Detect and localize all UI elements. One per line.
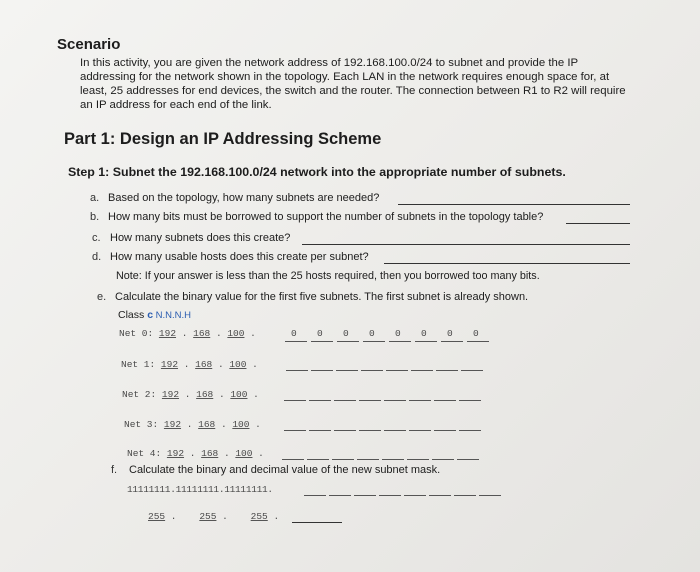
net2-row: Net 2: 192 . 168 . 100 . [122,389,259,400]
scenario-heading: Scenario [57,36,121,53]
bit-blank[interactable] [307,459,329,460]
bit-underline [311,341,333,342]
net-octet: 168 [195,359,213,370]
class-line [118,309,191,321]
step1-heading: Step 1: Subnet the 192.168.100.0/24 network into the appropriate number of subnets. [68,165,566,179]
question-letter: f. [111,464,118,476]
mask-octet: 255 [250,511,268,522]
bit-underline [389,341,411,342]
bit-blank[interactable] [309,430,331,431]
bit-blank[interactable] [334,400,356,401]
bit-blank[interactable] [282,459,304,460]
net-octet: 168 [193,328,211,339]
bit-blank[interactable] [384,400,406,401]
net-label: Net 2: [122,389,157,400]
bit-blank[interactable] [334,430,356,431]
bit-blank[interactable] [311,370,333,371]
bit-blank[interactable] [379,495,401,496]
question-text: How many usable hosts does this create per subnet? [110,251,369,263]
mask-binary: 11111111.11111111.11111111. [127,484,273,495]
question-text: Calculate the binary value for the first five subnets. The first subnet is already shown. [115,291,529,303]
part1-heading: Part 1: Design an IP Addressing Scheme [64,130,382,148]
bit-blank[interactable] [336,370,358,371]
net-label: Net 1: [121,359,156,370]
question-text: How many bits must be borrowed to support the number of subnets in the topology table? [108,211,544,223]
bit-blank[interactable] [329,495,351,496]
net-octet: 168 [196,389,214,400]
question-c [92,232,290,244]
net-label: Net 4: [127,448,162,459]
net0-bit: 0 [395,328,401,339]
net-octet: 168 [201,448,219,459]
net-octet: 100 [235,448,253,459]
bit-blank[interactable] [286,370,308,371]
net-octet: 192 [161,389,180,400]
net-octet: 192 [160,359,179,370]
bit-blank[interactable] [411,370,433,371]
bit-blank[interactable] [429,495,451,496]
handwritten-class: c [147,309,154,321]
bit-blank[interactable] [409,400,431,401]
mask-octet: 255 [199,511,217,522]
bit-blank[interactable] [459,430,481,431]
question-d [92,251,369,263]
bit-blank[interactable] [357,459,379,460]
net-octet: 192 [158,328,177,339]
question-letter: d. [92,251,102,263]
net0-bit: 0 [317,328,323,339]
net0-row: Net 0: 192 . 168 . 100 . [119,328,256,339]
bit-blank[interactable] [479,495,501,496]
note-text: Note: If your answer is less than the 25 hosts required, then you borrowed too many bits. [116,270,540,282]
answer-blank-a[interactable] [398,204,630,205]
bit-blank[interactable] [454,495,476,496]
net-octet: 100 [227,328,245,339]
answer-blank-d[interactable] [384,263,630,264]
bit-blank[interactable] [304,495,326,496]
question-b [90,211,543,223]
net0-bit: 0 [291,328,297,339]
question-text: Calculate the binary and decimal value of the new subnet mask. [129,464,441,476]
bit-blank[interactable] [407,459,429,460]
net0-bit: 0 [343,328,349,339]
bit-underline [467,341,489,342]
net0-bit: 0 [447,328,453,339]
bit-underline [337,341,359,342]
bit-underline [441,341,463,342]
answer-blank-c[interactable] [302,244,630,245]
bit-blank[interactable] [436,370,458,371]
bit-underline [363,341,385,342]
bit-blank[interactable] [382,459,404,460]
net4-row: Net 4: 192 . 168 . 100 . [127,448,264,459]
question-f [111,464,440,476]
net0-bit: 0 [473,328,479,339]
bit-blank[interactable] [284,400,306,401]
bit-blank[interactable] [409,430,431,431]
net-label: Net 0: [119,328,154,339]
net-octet: 192 [166,448,185,459]
net-octet: 100 [229,359,247,370]
mask-decimal-row: 255 . 255 . 255 . [148,511,280,522]
question-e [97,291,528,303]
question-letter: c. [92,232,101,244]
bit-blank[interactable] [432,459,454,460]
net-octet: 168 [198,419,216,430]
bit-blank[interactable] [332,459,354,460]
answer-blank-b[interactable] [566,223,630,224]
mask-last-octet-blank[interactable] [292,522,342,523]
bit-underline [285,341,307,342]
bit-blank[interactable] [461,370,483,371]
scenario-paragraph [80,56,655,112]
bit-blank[interactable] [384,430,406,431]
bit-blank[interactable] [359,400,381,401]
net-label: Net 3: [124,419,159,430]
scenario-line: addressing for the network shown in the topology. Each LAN in the network requires enough space for, at [80,71,610,83]
question-a [90,192,379,204]
bit-blank[interactable] [457,459,479,460]
bit-blank[interactable] [434,400,456,401]
bit-blank[interactable] [359,430,381,431]
bit-blank[interactable] [386,370,408,371]
scenario-line: least, 25 addresses for end devices, the switch and the router. The connection between R1 to R2 will require [80,85,626,97]
question-letter: e. [97,291,107,303]
scenario-line: In this activity, you are given the network address of 192.168.100.0/24 to subnet and provide the IP [80,57,579,69]
net-octet: 100 [230,389,248,400]
net3-row: Net 3: 192 . 168 . 100 . [124,419,261,430]
bit-blank[interactable] [284,430,306,431]
net-octet: 100 [232,419,250,430]
bit-blank[interactable] [434,430,456,431]
class-notation: N.N.N.H [153,310,192,321]
net0-bit: 0 [369,328,375,339]
question-letter: b. [90,211,100,223]
net-octet: 192 [163,419,182,430]
net1-row: Net 1: 192 . 168 . 100 . [121,359,258,370]
question-text: Based on the topology, how many subnets are needed? [108,192,380,204]
bit-blank[interactable] [309,400,331,401]
bit-blank[interactable] [361,370,383,371]
bit-blank[interactable] [404,495,426,496]
bit-underline [415,341,437,342]
scenario-line: an IP address for each end of the link. [80,99,272,111]
mask-octet: 255 [148,511,166,522]
question-text: How many subnets does this create? [110,232,291,244]
bit-blank[interactable] [354,495,376,496]
question-letter: a. [90,192,100,204]
bit-blank[interactable] [459,400,481,401]
class-prefix: Class [118,309,148,321]
net0-bit: 0 [421,328,427,339]
